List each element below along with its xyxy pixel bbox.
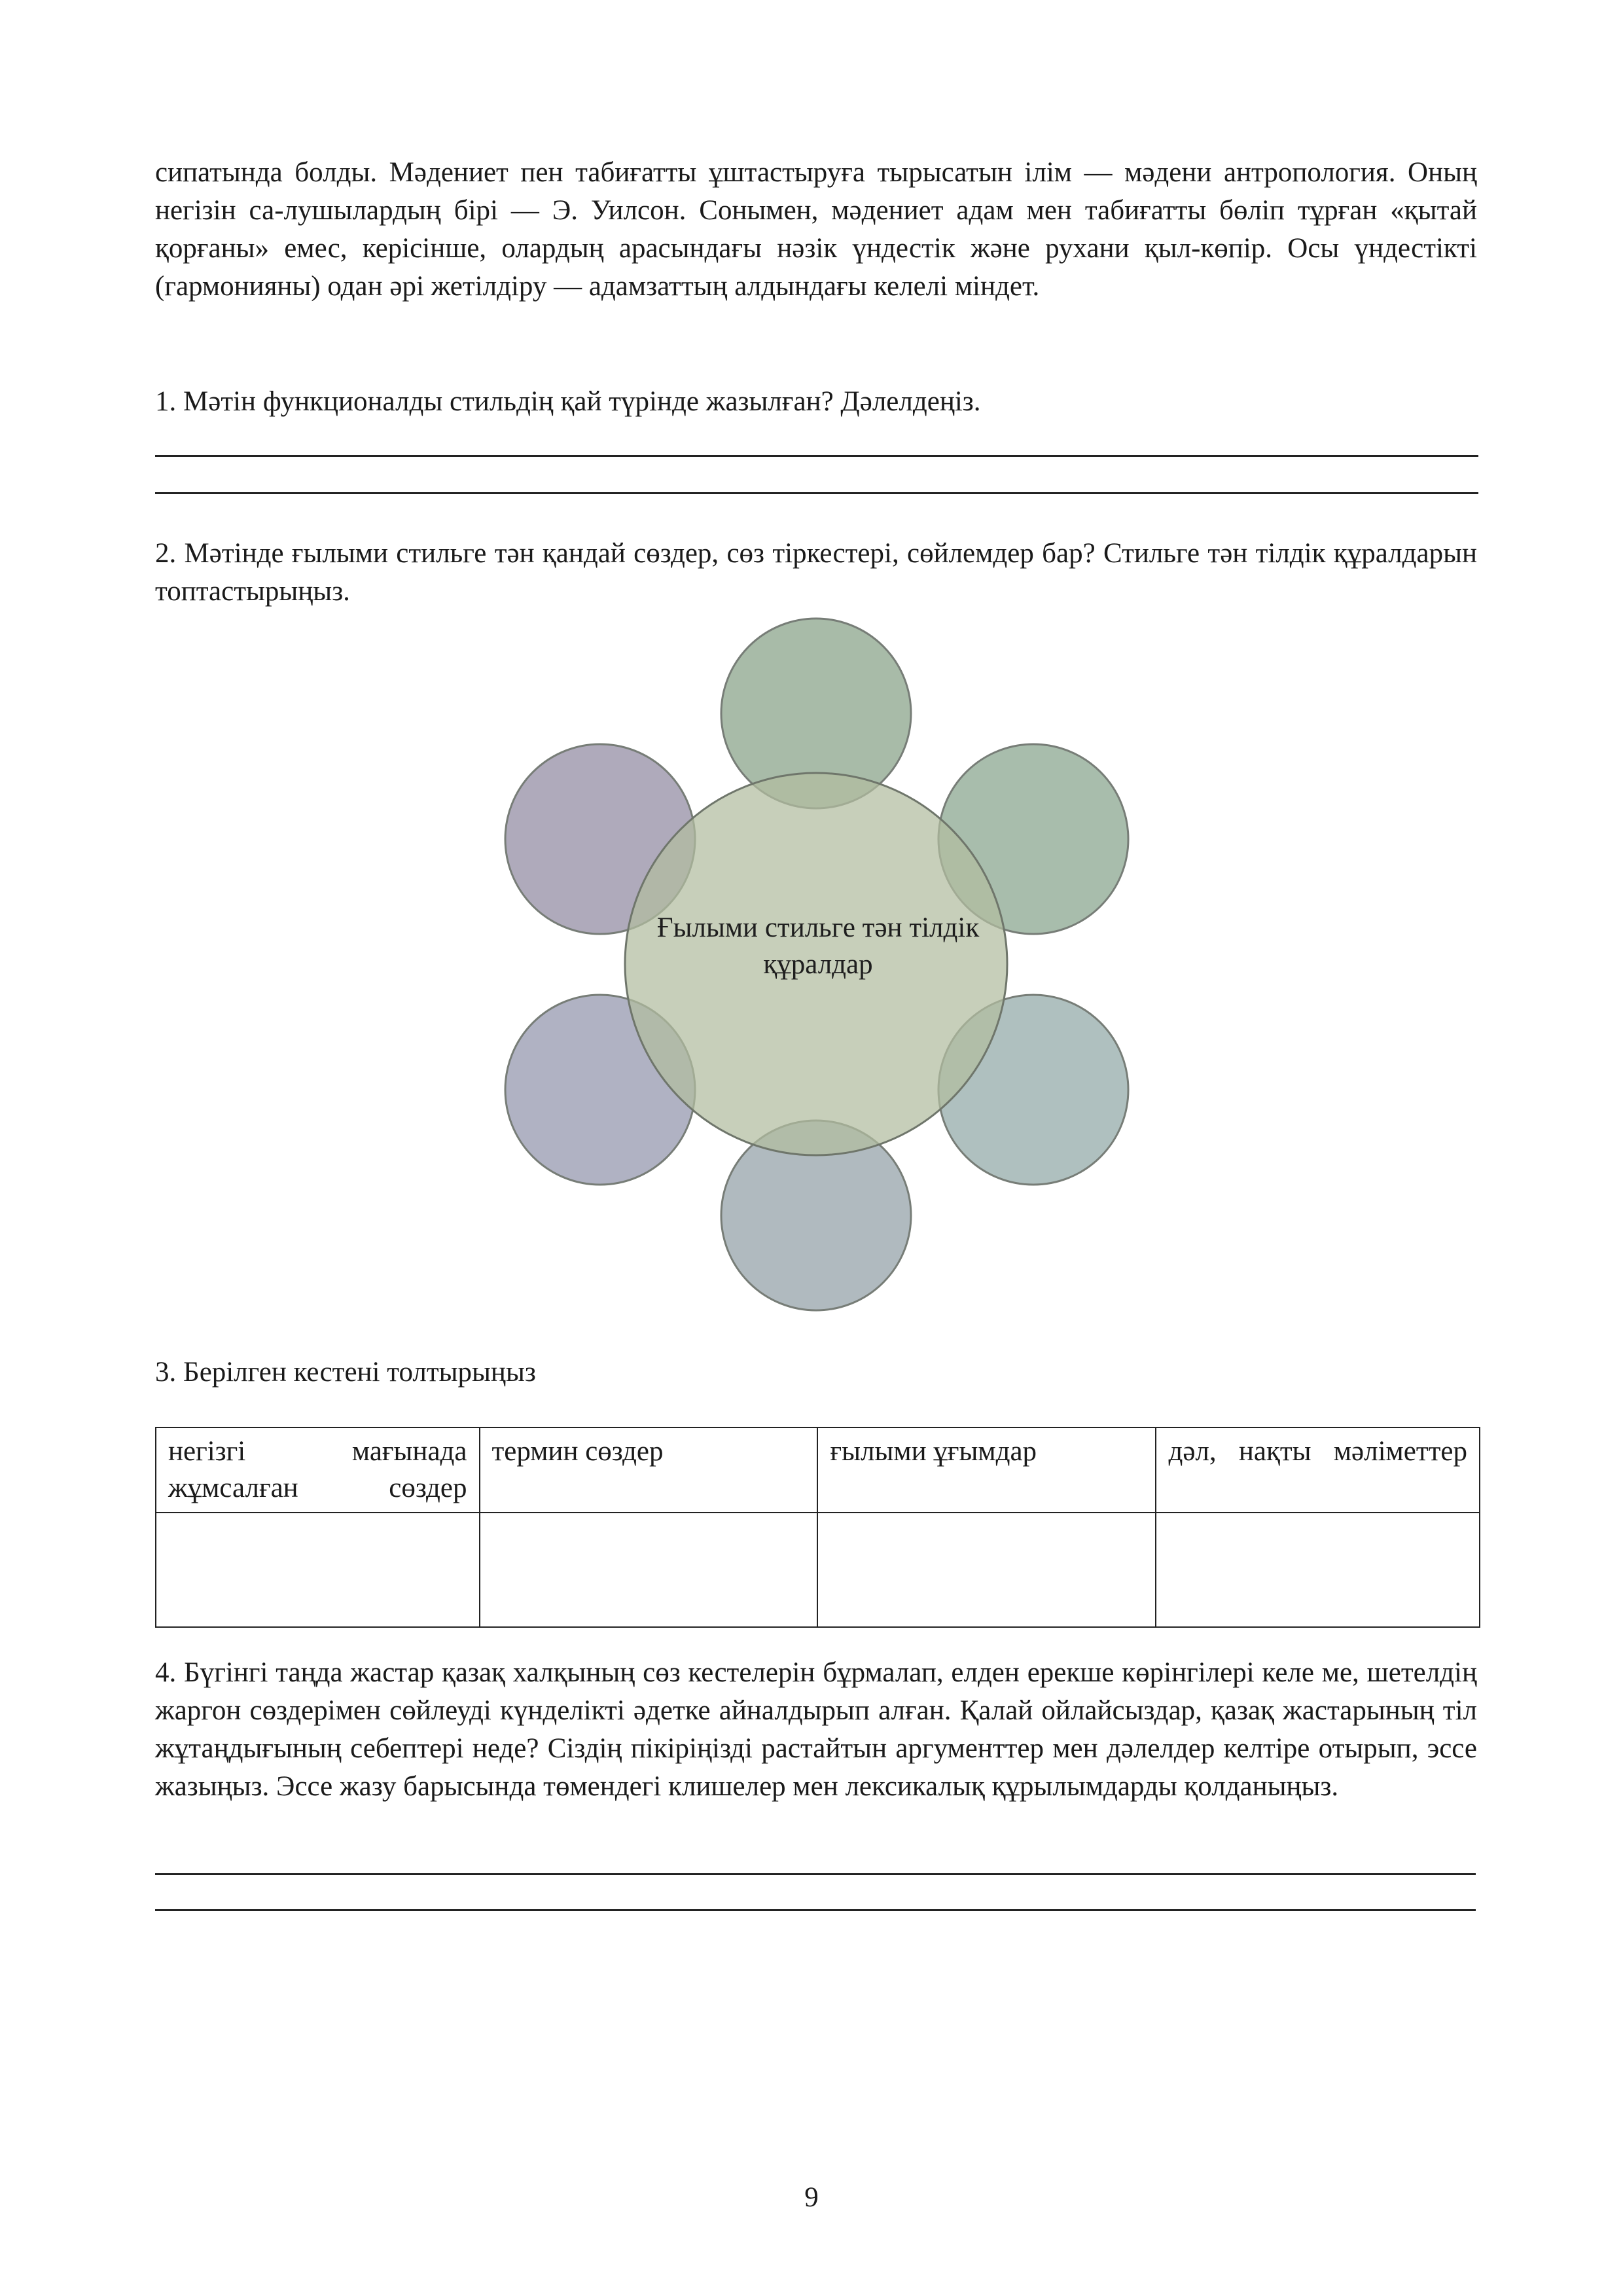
question-2: 2. Мәтінде ғылыми стильге тән қандай сөздер, сөз тіркестері, сөйлемдер бар? Стильге тән тілдік құралдарын топтастырыңыз. bbox=[155, 538, 1477, 607]
intro-paragraph: сипатында болды. Мәдениет пен табиғатты ұштастыруға тырысатын ілім — мәдени антропология. Оның негізін са-лушылардың бірі — Э. Уилсон. Сонымен, мәдениет адам мен табиғатты бөліп тұрған «қытай қорғаны» емес, керісінше, олардың арасындағы нәзік үндестік және рухани қыл-көпір. Осы үндестікті (гармонияны) одан әрі жетілдіру — адамзаттың алдындағы келелі міндет. bbox=[155, 157, 1477, 302]
table-row bbox=[156, 1513, 1480, 1627]
diagram-hub-label: Ғылыми стильге тән тілдік құралдар bbox=[656, 912, 980, 980]
table-cell[interactable] bbox=[1156, 1513, 1480, 1627]
table-cell[interactable] bbox=[156, 1513, 480, 1627]
table-cell[interactable] bbox=[480, 1513, 818, 1627]
table-header-cell: негізгі мағынада жұмсалған сөздер bbox=[156, 1427, 480, 1513]
question-1: 1. Мәтін функционалды стильдің қай түрінде жазылған? Дәлелдеңіз. bbox=[155, 386, 981, 417]
question-4: 4. Бүгінгі таңда жастар қазақ халқының сөз кестелерін бұрмалап, елден ерекше көрінгілері келе ме, шетелдің жаргон сөздерімен сөйлеуді күнделікті әдетке айналдырып алған. Қалай ойлайсыздар, қазақ жастарының тіл жұтаңдығының себептері неде? Сіздің пікіріңізді растайтын аргументтер мен дәлелдер келтіре отырып, эссе жазыңыз. Эссе жазу барысында төмендегі клишелер мен лексикалық құрылымдарды қолданыңыз. bbox=[155, 1657, 1477, 1802]
page-number: 9 bbox=[804, 2182, 819, 2213]
answer-line-3 bbox=[155, 1873, 1476, 1875]
question-3: 3. Берілген кестені толтырыңыз bbox=[155, 1357, 536, 1388]
table-cell[interactable] bbox=[817, 1513, 1156, 1627]
table-header-cell: термин сөздер bbox=[480, 1427, 818, 1513]
table-header-row bbox=[156, 1427, 1480, 1513]
answer-line-4 bbox=[155, 1909, 1476, 1911]
table-header-cell: дәл, нақты мәліметтер bbox=[1156, 1427, 1480, 1513]
answer-table bbox=[155, 1427, 1480, 1628]
table-header-cell: ғылыми ұғымдар bbox=[817, 1427, 1156, 1513]
